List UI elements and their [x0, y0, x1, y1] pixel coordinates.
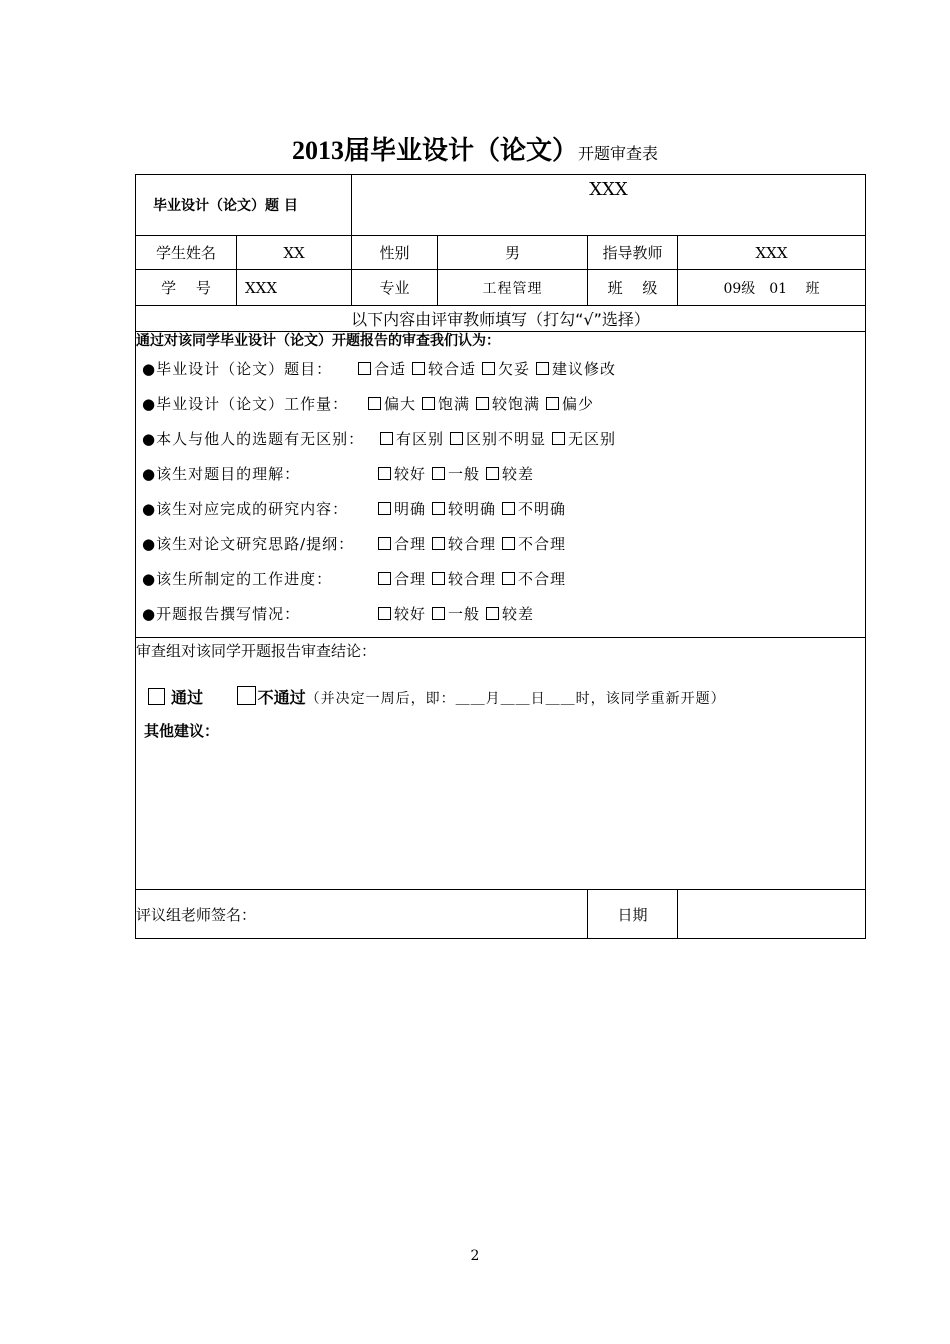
review-option[interactable]	[378, 465, 426, 483]
review-option-label: 合理	[394, 535, 427, 553]
fail-checkbox[interactable]	[237, 686, 256, 705]
checkbox-icon[interactable]	[432, 467, 445, 480]
review-option[interactable]	[378, 500, 426, 518]
checkbox-icon[interactable]	[358, 362, 371, 375]
signature-label: 评议组老师签名：	[136, 890, 588, 939]
date-label: 日期	[588, 890, 678, 939]
review-option[interactable]	[482, 360, 530, 378]
review-option-label: 一般	[448, 605, 481, 623]
review-item-label: ●该生对论文研究思路/提纲：	[142, 535, 355, 553]
conclusion-heading: 审查组对该同学开题报告审查结论：	[136, 642, 377, 660]
review-item-label: ●本人与他人的选题有无区别：	[142, 430, 365, 448]
review-option[interactable]	[412, 360, 476, 378]
pass-checkbox[interactable]	[148, 688, 165, 705]
review-item-label: ●该生对应完成的研究内容：	[142, 500, 349, 518]
page-title	[0, 130, 950, 167]
student-id-value[interactable]: XXX	[237, 270, 352, 306]
review-option-label: 偏少	[562, 395, 595, 413]
checkbox-icon[interactable]	[502, 502, 515, 515]
review-item-label: ●毕业设计（论文）题目：	[142, 360, 333, 378]
name-value[interactable]: XX	[237, 236, 352, 270]
review-option-label: 区别不明显	[466, 430, 547, 448]
review-option[interactable]	[552, 430, 616, 448]
major-label: 专业	[352, 270, 438, 306]
fail-note: （并决定一周后，即：＿＿月＿＿日＿＿时，该同学重新开题）	[305, 691, 726, 707]
review-option[interactable]	[378, 535, 426, 553]
checkbox-icon[interactable]	[432, 572, 445, 585]
review-item-label: ●该生对题目的理解：	[142, 465, 301, 483]
review-item-label: ●毕业设计（论文）工作量：	[142, 395, 349, 413]
review-option-label: 较好	[394, 605, 427, 623]
advisor-label: 指导教师	[588, 236, 678, 270]
review-item	[136, 387, 865, 422]
review-option[interactable]	[546, 395, 594, 413]
conclusion-section	[136, 638, 866, 890]
review-option-label: 偏大	[384, 395, 417, 413]
review-items	[136, 352, 865, 632]
review-instruction: 以下内容由评审教师填写（打勾“√”选择）	[136, 306, 866, 332]
checkbox-icon[interactable]	[450, 432, 463, 445]
review-option-label: 无区别	[568, 430, 617, 448]
review-option-label: 明确	[394, 500, 427, 518]
review-item	[136, 597, 865, 632]
review-item-options	[378, 492, 572, 527]
checkbox-icon[interactable]	[502, 537, 515, 550]
class-value[interactable]: 09级 01 班	[678, 270, 866, 306]
review-section	[136, 332, 866, 638]
review-item	[136, 422, 865, 457]
review-option-label: 欠妥	[498, 360, 531, 378]
checkbox-icon[interactable]	[486, 467, 499, 480]
review-option[interactable]	[432, 605, 480, 623]
review-option[interactable]	[432, 570, 496, 588]
review-option-label: 有区别	[396, 430, 445, 448]
checkbox-icon[interactable]	[378, 502, 391, 515]
review-option[interactable]	[502, 535, 566, 553]
checkbox-icon[interactable]	[368, 397, 381, 410]
review-item	[136, 352, 865, 387]
checkbox-icon[interactable]	[412, 362, 425, 375]
review-item	[136, 492, 865, 527]
review-item	[136, 562, 865, 597]
checkbox-icon[interactable]	[378, 467, 391, 480]
review-item-options	[358, 352, 622, 387]
review-option-label: 不合理	[518, 570, 567, 588]
page-number: 2	[470, 1248, 480, 1264]
other-suggestions-label: 其他建议：	[144, 722, 220, 740]
checkbox-icon[interactable]	[536, 362, 549, 375]
review-option-label: 合理	[394, 570, 427, 588]
review-item	[136, 457, 865, 492]
checkbox-icon[interactable]	[378, 537, 391, 550]
review-option[interactable]	[358, 360, 406, 378]
review-item-label: ●该生所制定的工作进度：	[142, 570, 333, 588]
review-option-label: 合适	[374, 360, 407, 378]
review-option-label: 不合理	[518, 535, 567, 553]
review-intro: 通过对该同学毕业设计（论文）开题报告的审查我们认为：	[136, 333, 500, 349]
gender-value[interactable]: 男	[438, 236, 588, 270]
review-option-label: 较合理	[448, 535, 497, 553]
review-option[interactable]	[380, 430, 444, 448]
title-sub: 开题审查表	[578, 144, 659, 163]
review-option[interactable]	[378, 605, 426, 623]
date-field[interactable]	[678, 890, 866, 939]
review-option[interactable]	[432, 535, 496, 553]
topic-value[interactable]: XXX	[352, 175, 866, 236]
review-option-label: 饱满	[438, 395, 471, 413]
review-item-options	[378, 562, 572, 597]
class-label: 班 级	[588, 270, 678, 306]
review-option[interactable]	[502, 570, 566, 588]
review-option[interactable]	[368, 395, 416, 413]
student-id-label: 学 号	[136, 270, 237, 306]
review-item-options	[380, 422, 622, 457]
review-option-label: 建议修改	[552, 360, 617, 378]
checkbox-icon[interactable]	[378, 607, 391, 620]
fail-label: 不通过	[257, 688, 306, 707]
review-option-label: 较好	[394, 465, 427, 483]
review-option-label: 较差	[502, 605, 535, 623]
checkbox-icon[interactable]	[432, 502, 445, 515]
review-option[interactable]	[378, 570, 426, 588]
checkbox-icon[interactable]	[432, 537, 445, 550]
review-option[interactable]	[536, 360, 616, 378]
title-main: 2013届毕业设计（论文）	[291, 136, 578, 165]
topic-label: 毕业设计（论文）题 目	[136, 175, 352, 236]
checkbox-icon[interactable]	[502, 572, 515, 585]
checkbox-icon[interactable]	[422, 397, 435, 410]
review-option[interactable]	[432, 465, 480, 483]
checkbox-icon[interactable]	[546, 397, 559, 410]
name-label: 学生姓名	[136, 236, 237, 270]
review-option[interactable]	[486, 605, 534, 623]
pass-label: 通过	[171, 688, 204, 707]
review-option[interactable]	[432, 500, 496, 518]
conclusion-choices	[136, 684, 865, 712]
review-option[interactable]	[450, 430, 546, 448]
checkbox-icon[interactable]	[486, 607, 499, 620]
checkbox-icon[interactable]	[378, 572, 391, 585]
review-form-table	[135, 174, 866, 939]
checkbox-icon[interactable]	[552, 432, 565, 445]
review-option[interactable]	[476, 395, 540, 413]
review-item-label: ●开题报告撰写情况：	[142, 605, 301, 623]
review-option-label: 较差	[502, 465, 535, 483]
review-option-label: 较饱满	[492, 395, 541, 413]
review-item-options	[378, 457, 540, 492]
review-option-label: 较明确	[448, 500, 497, 518]
review-item-options	[378, 597, 540, 632]
review-option[interactable]	[502, 500, 566, 518]
review-item	[136, 527, 865, 562]
review-option-label: 一般	[448, 465, 481, 483]
review-option-label: 较合理	[448, 570, 497, 588]
review-option-label: 不明确	[518, 500, 567, 518]
advisor-value[interactable]: XXX	[678, 236, 866, 270]
checkbox-icon[interactable]	[476, 397, 489, 410]
review-option-label: 较合适	[428, 360, 477, 378]
checkbox-icon[interactable]	[482, 362, 495, 375]
review-item-options	[368, 387, 600, 422]
gender-label: 性别	[352, 236, 438, 270]
review-option[interactable]	[486, 465, 534, 483]
major-value[interactable]: 工程管理	[438, 270, 588, 306]
checkbox-icon[interactable]	[380, 432, 393, 445]
review-item-options	[378, 527, 572, 562]
checkbox-icon[interactable]	[432, 607, 445, 620]
review-option[interactable]	[422, 395, 470, 413]
